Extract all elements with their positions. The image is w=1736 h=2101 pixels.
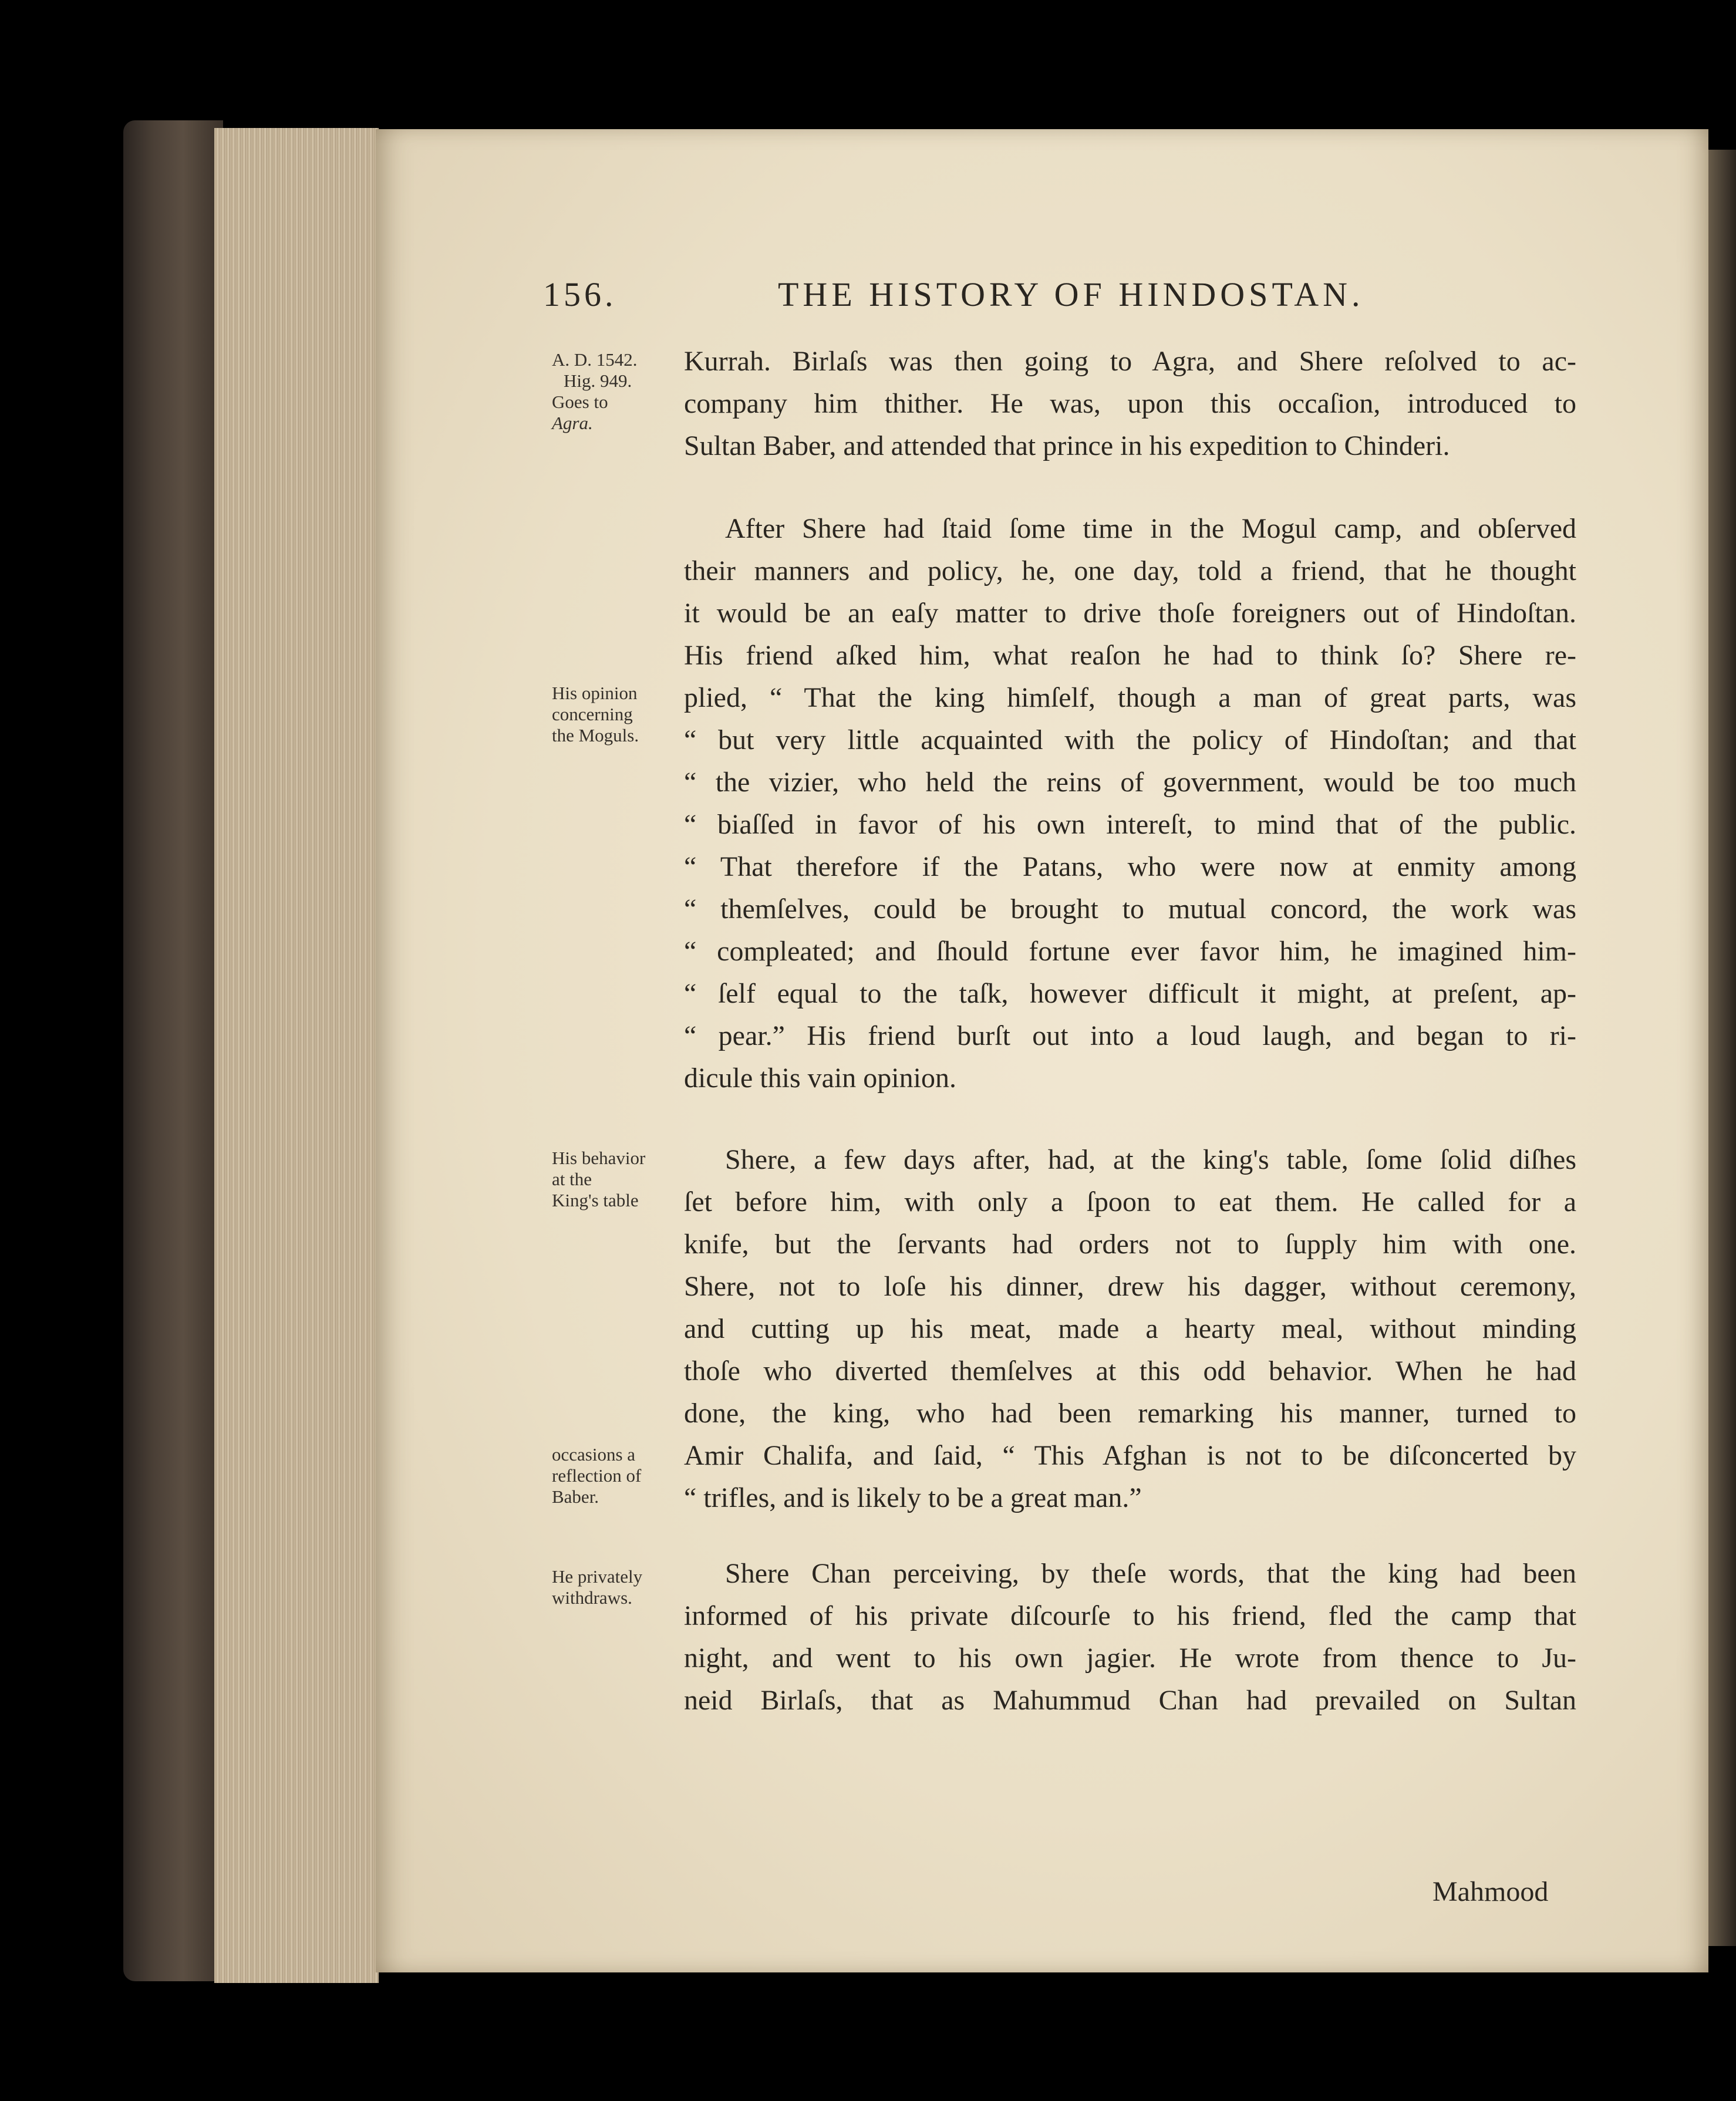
book-cover-left — [123, 120, 223, 1981]
page-number: 156. — [543, 275, 617, 313]
margin-note-behavior: His behavior at the King's table — [552, 1148, 646, 1210]
book-cover-right — [1705, 150, 1736, 1946]
page-edges — [214, 128, 379, 1983]
catchword: Mahmood — [1432, 1876, 1549, 1907]
running-title: THE HISTORY OF HINDOSTAN. — [778, 275, 1364, 313]
paragraph-4: Shere Chan perceiving, by theſe words, that the king had been informed of his private diſcourſe to his friend, fled the camp that night, and went to his own jagier. He wrote from thence to Ju- neid Birlaſs, that as Mahummud Chan had prevailed on Sultan — [684, 1558, 1576, 1716]
paragraph-1: Kurrah. Birlaſs was then going to Agra, and Shere reſolved to ac- company him thither. He was, upon this occaſion, introduced to Sultan Baber, and attended that prince in his expedition to Chinderi. — [684, 346, 1576, 461]
page-header — [543, 275, 1736, 328]
margin-note-reflection: occasions a reflection of Baber. — [552, 1444, 642, 1507]
margin-note-withdraws: He privately withdraws. — [552, 1566, 643, 1608]
paragraph-3: Shere, a few days after, had, at the king's table, ſome ſolid diſhes ſet before him, with only a ſpoon to eat them. He called for a knife, but the ſervants had orders not to ſupply him with one. Shere, not to loſe his dinner, drew his dagger, without ceremony, and cutting up his meat, made a hearty meal, without minding thoſe who diverted themſelves at this odd behavior. When he had done, the king, who had been remarking his manner, turned to Amir Chalifa, and ſaid, “ This Afghan is not to be diſconcerted by “ trifles, and is likely to be a great man.” — [684, 1144, 1576, 1513]
margin-note-date: A. D. 1542. Hig. 949. Goes to Agra. — [552, 349, 638, 433]
paragraph-2: After Shere had ſtaid ſome time in the Mogul camp, and obſerved their manners and policy, he, one day, told a friend, that he thought it would be an eaſy matter to drive thoſe foreigners out of Hindoſtan. His friend aſked him, what reaſon he had to think ſo? Shere re- plied, “ That the king himſelf, though a man of great parts, was “ but very little acquainted with the policy of Hindoſtan; and that “ the vizier, who held the reins of government, would be too much “ biaſſed in favor of his own intereſt, to mind that of the public. “ That therefore if the Patans, who were now at enmity among “ themſelves, could be brought to mutual concord, the work was “ compleated; and ſhould fortune ever favor him, he imagined him- “ ſelf equal to the taſk, however difficult it might, at preſent, ap- “ pear.” His friend burſt out into a loud laugh, and began to ri- dicule this vain opinion. — [684, 513, 1576, 1094]
margin-note-opinion: His opinion concerning the Moguls. — [552, 683, 639, 746]
book-page — [376, 129, 1708, 1972]
